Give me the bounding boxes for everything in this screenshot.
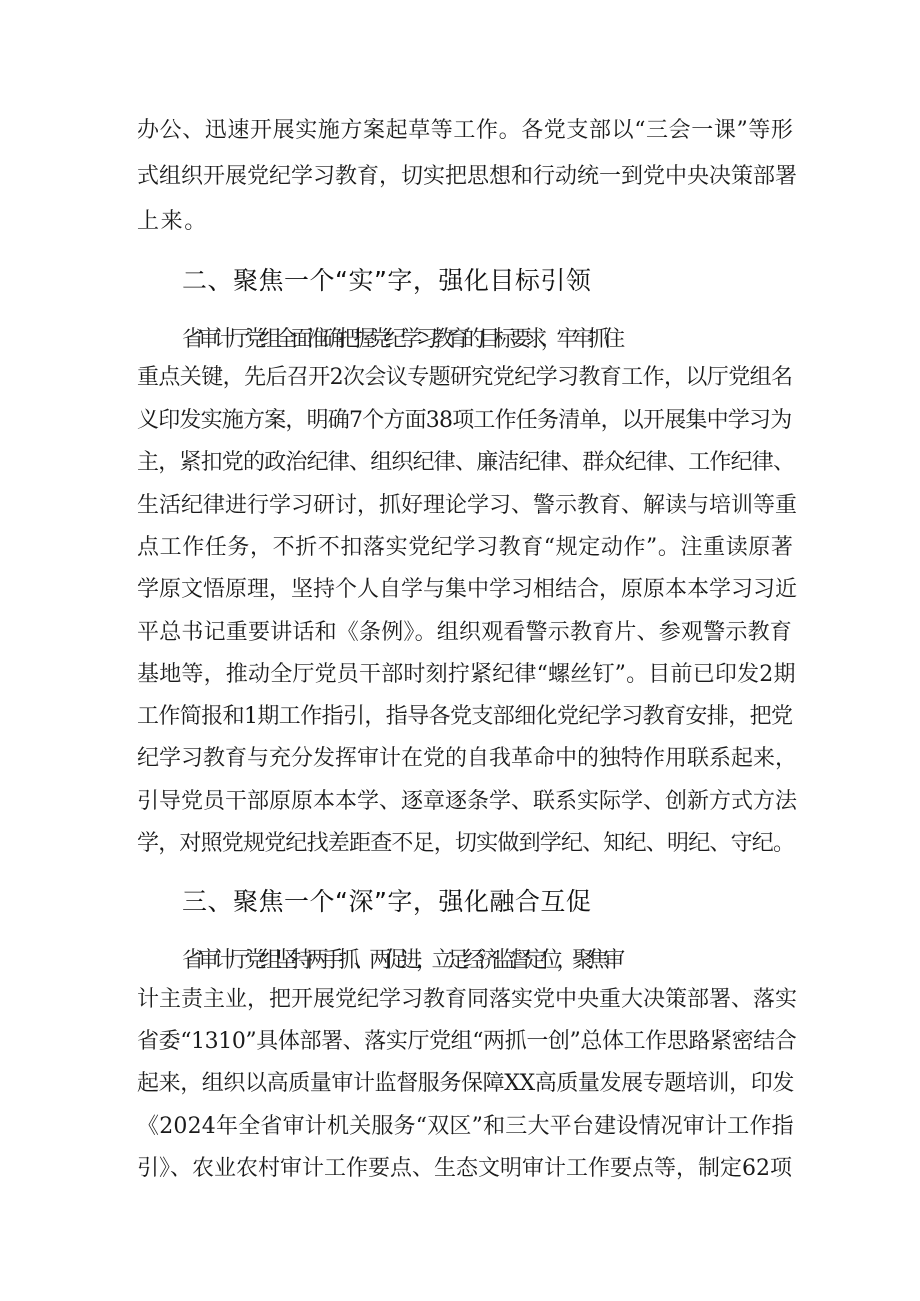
paragraph-line: 《2024年全省审计机关服务“双区”和三大平台建设情况审计工作指 [137,1114,794,1139]
paragraph-line: 计主责主业，把开展党纪学习教育同落实党中央重大决策部署、落实 [137,987,798,1012]
section-heading-2: 二、聚焦一个“实”字，强化目标引领 [182,266,592,295]
paragraph-line: 起来，组织以高质量审计监督服务保障XX高质量发展专题培训，印发 [137,1071,794,1096]
paragraph-line: 省审计厅党组全面准确把握党纪学习教育的目标要求，牢牢抓住 [182,327,619,352]
paragraph-line: 工作简报和1期工作指引，指导各党支部细化党纪学习教育安排，把党 [137,704,793,729]
paragraph-line: 义印发实施方案，明确7个方面38项工作任务清单，以开展集中学习为 [137,408,792,433]
paragraph-line: 上来。 [137,209,208,234]
paragraph-line: 引导党员干部原原本本学、逐章逐条学、联系实际学、创新方式方法 [137,789,798,814]
paragraph-line: 办公、迅速开展实施方案起草等工作。各党支部以“三会一课”等形 [137,118,794,143]
paragraph-line: 省审计厅党组坚持两手抓、两促进，立足经济监督定位，聚焦审 [182,948,619,973]
paragraph-line: 平总书记重要讲话和《条例》。组织观看警示教育片、参观警示教育 [137,620,793,645]
paragraph-line: 纪学习教育与充分发挥审计在党的自我革命中的独特作用联系起来， [137,746,798,771]
paragraph-line: 省委“1310”具体部署、落实厅党组“两抓一创”总体工作思路紧密结合 [137,1029,797,1054]
paragraph-line: 点工作任务，不折不扣落实党纪学习教育“规定动作”。注重读原著 [137,535,794,560]
paragraph-line: 基地等，推动全厅党员干部时刻拧紧纪律“螺丝钉”。目前已印发2期 [137,662,796,687]
paragraph-line: 学原文悟原理，坚持个人自学与集中学习相结合，原原本本学习习近 [137,577,798,602]
paragraph-line: 引》、农业农村审计工作要点、生态文明审计工作要点等，制定62项 [137,1156,792,1181]
paragraph-line: 主，紧扣党的政治纪律、组织纪律、廉洁纪律、群众纪律、工作纪律、 [137,450,795,475]
paragraph-line: 重点关键，先后召开2次会议专题研究党纪学习教育工作，以厅党组名 [137,365,793,390]
paragraph-line: 式组织开展党纪学习教育，切实把思想和行动统一到党中央决策部署 [137,164,798,189]
section-heading-3: 三、聚焦一个“深”字，强化融合互促 [182,887,592,916]
paragraph-line: 生活纪律进行学习研讨，抓好理论学习、警示教育、解读与培训等重 [137,493,798,518]
paragraph-line: 学，对照党规党纪找差距查不足，切实做到学纪、知纪、明纪、守纪。 [137,831,795,856]
